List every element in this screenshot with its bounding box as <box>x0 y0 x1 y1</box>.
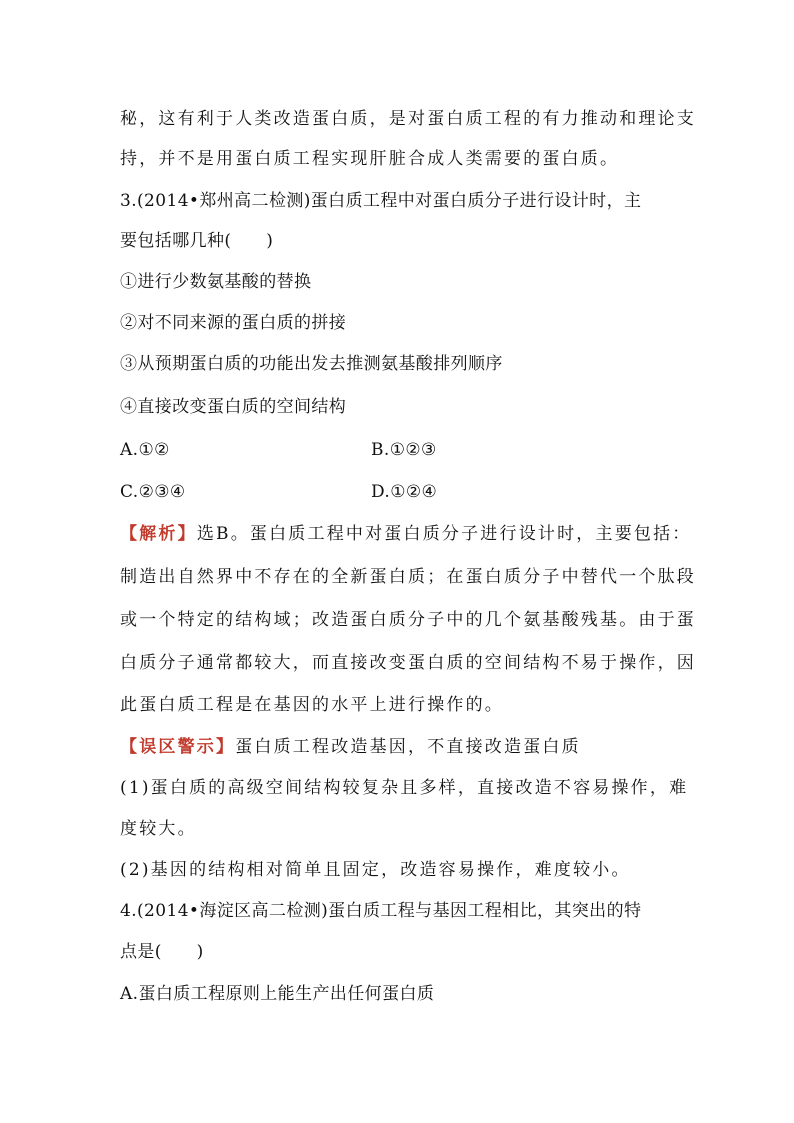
q3-option-c: C.②③④ <box>120 482 186 502</box>
analysis-line-2: 制造出自然界中不存在的全新蛋白质；在蛋白质分子中替代一个肽段 <box>120 567 696 587</box>
analysis-text: 选B。蛋白质工程中对蛋白质分子进行设计时，主要包括： <box>196 524 692 544</box>
continued-text-line-1: 秘，这有利于人类改造蛋白质，是对蛋白质工程的有力推动和理论支 <box>120 109 696 129</box>
q3-stem-line-2: 要包括哪几种( ) <box>120 231 274 251</box>
analysis-line-3: 或一个特定的结构域；改造蛋白质分子中的几个氨基酸残基。由于蛋 <box>120 610 696 630</box>
warning-line-1 <box>120 735 581 759</box>
q3-item-1: ①进行少数氨基酸的替换 <box>120 272 312 292</box>
warning-point-1-line-1: (1)蛋白质的高级空间结构较复杂且多样，直接改造不容易操作，难 <box>120 778 689 798</box>
q3-item-4: ④直接改变蛋白质的空间结构 <box>120 397 347 417</box>
q4-option-a: A.蛋白质工程原则上能生产出任何蛋白质 <box>120 984 435 1004</box>
analysis-tag: 【解析】 <box>120 524 197 544</box>
analysis-line-1 <box>120 522 692 546</box>
q4-stem-line-1: 4.(2014•海淀区高二检测)蛋白质工程与基因工程相比，其突出的特 <box>120 901 642 921</box>
q3-option-d: D.①②④ <box>371 482 438 502</box>
q3-option-a: A.①② <box>120 440 170 460</box>
q3-item-3: ③从预期蛋白质的功能出发去推测氨基酸排列顺序 <box>120 354 503 374</box>
analysis-line-4: 白质分子通常都较大，而直接改变蛋白质的空间结构不易于操作，因 <box>120 653 696 673</box>
warning-text: 蛋白质工程改造基因，不直接改造蛋白质 <box>235 737 581 757</box>
continued-text-line-2: 持，并不是用蛋白质工程实现肝脏合成人类需要的蛋白质。 <box>120 149 620 169</box>
q3-item-2: ②对不同来源的蛋白质的拼接 <box>120 313 347 333</box>
analysis-line-5: 此蛋白质工程是在基因的水平上进行操作的。 <box>120 695 504 715</box>
warning-tag: 【误区警示】 <box>120 737 236 757</box>
q3-option-b: B.①②③ <box>371 440 437 460</box>
q3-stem-line-1: 3.(2014•郑州高二检测)蛋白质工程中对蛋白质分子进行设计时，主 <box>120 191 642 211</box>
warning-point-1-line-2: 度较大。 <box>120 819 197 839</box>
warning-point-2: (2)基因的结构相对简单且固定，改造容易操作，难度较小。 <box>120 860 631 880</box>
q4-stem-line-2: 点是( ) <box>120 942 204 962</box>
